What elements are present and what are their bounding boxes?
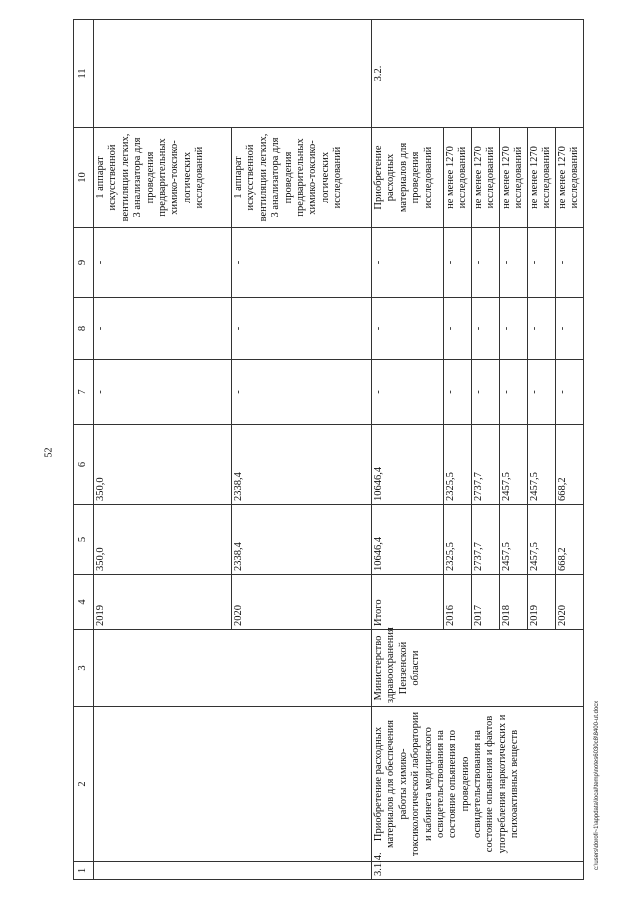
- value-cell: 2338,4: [232, 505, 372, 575]
- value-cell: -: [472, 360, 500, 425]
- value-cell: -: [94, 228, 232, 298]
- value-cell: -: [372, 228, 444, 298]
- col-header-2: 2: [74, 707, 94, 862]
- year-cell: Итого: [372, 575, 444, 630]
- value-cell: 2737,7: [472, 425, 500, 505]
- value-cell: 2737,7: [472, 505, 500, 575]
- value-cell: -: [528, 298, 556, 360]
- value-cell: -: [500, 228, 528, 298]
- item-name: Приобретение расходных материалов для обеспечения работы химико-токсикологической лаборатории и кабинета медицинского освидетельствования на состояние опьянения по проведению освидетельствования на состояние опьянения и фактов употребления наркотических и психоактивных веществ: [372, 707, 584, 862]
- result-cell: не менее 1270 исследований: [556, 128, 584, 228]
- budget-table: [73, 19, 584, 880]
- col-header-8: 8: [74, 298, 94, 360]
- value-cell: -: [528, 228, 556, 298]
- year-cell: 2019: [94, 575, 232, 630]
- col-header-5: 5: [74, 505, 94, 575]
- value-cell: -: [94, 298, 232, 360]
- value-cell: -: [444, 298, 472, 360]
- value-cell: 668,2: [556, 505, 584, 575]
- value-cell: 2457,5: [528, 425, 556, 505]
- table-row: [94, 20, 232, 880]
- result-cell: не менее 1270 исследований: [472, 128, 500, 228]
- value-cell: -: [372, 298, 444, 360]
- rotated-table-container: [73, 20, 593, 880]
- value-cell: -: [232, 298, 372, 360]
- value-cell: -: [500, 360, 528, 425]
- item-reference: 3.2.: [372, 20, 584, 128]
- result-cell: не менее 1270 исследований: [528, 128, 556, 228]
- value-cell: 2457,5: [500, 425, 528, 505]
- col-header-9: 9: [74, 228, 94, 298]
- page-number: 52: [43, 447, 55, 458]
- result-cell: не менее 1270 исследований: [500, 128, 528, 228]
- result-cell: Приобретение расходных материалов для проведения исследований: [372, 128, 444, 228]
- value-cell: 668,2: [556, 425, 584, 505]
- value-cell: 2338,4: [232, 425, 372, 505]
- table-row: [372, 20, 444, 880]
- col-header-3: 3: [74, 630, 94, 707]
- year-cell: 2019: [528, 575, 556, 630]
- result-cell: 1 аппарат искусственной вентиляции легких, 3 анализатора для проведения предварительных химико-токсико-логических исследований: [232, 128, 372, 228]
- result-cell: 1 аппарат искусственной вентиляции легких, 3 анализатора для проведения предварительных химико-токсико-логических исследований: [94, 128, 232, 228]
- col-header-1: 1: [74, 862, 94, 880]
- value-cell: 2325,5: [444, 505, 472, 575]
- col-header-4: 4: [74, 575, 94, 630]
- footer-file-path: c:\users\dorofi~1\appdata\local\temp\notes6030c8\8400-ut.docx: [594, 700, 600, 870]
- value-cell: -: [444, 228, 472, 298]
- year-cell: 2020: [232, 575, 372, 630]
- value-cell: 10646,4: [372, 425, 444, 505]
- item-executor: Министерство здравоохранения Пензенской области: [372, 630, 584, 707]
- value-cell: 350,0: [94, 425, 232, 505]
- value-cell: -: [444, 360, 472, 425]
- value-cell: -: [94, 360, 232, 425]
- value-cell: -: [556, 298, 584, 360]
- col-header-7: 7: [74, 360, 94, 425]
- value-cell: -: [528, 360, 556, 425]
- value-cell: 350,0: [94, 505, 232, 575]
- col-header-6: 6: [74, 425, 94, 505]
- item-number: 3.1.4.: [372, 862, 584, 880]
- value-cell: 10646,4: [372, 505, 444, 575]
- value-cell: 2457,5: [500, 505, 528, 575]
- value-cell: 2325,5: [444, 425, 472, 505]
- value-cell: -: [232, 228, 372, 298]
- value-cell: -: [472, 298, 500, 360]
- value-cell: 2457,5: [528, 505, 556, 575]
- value-cell: -: [556, 228, 584, 298]
- col-header-10: 10: [74, 128, 94, 228]
- header-row: [74, 20, 94, 880]
- col-header-11: 11: [74, 20, 94, 128]
- value-cell: -: [472, 228, 500, 298]
- year-cell: 2016: [444, 575, 472, 630]
- value-cell: -: [556, 360, 584, 425]
- year-cell: 2020: [556, 575, 584, 630]
- year-cell: 2017: [472, 575, 500, 630]
- result-cell: не менее 1270 исследований: [444, 128, 472, 228]
- value-cell: -: [232, 360, 372, 425]
- value-cell: -: [372, 360, 444, 425]
- value-cell: -: [500, 298, 528, 360]
- year-cell: 2018: [500, 575, 528, 630]
